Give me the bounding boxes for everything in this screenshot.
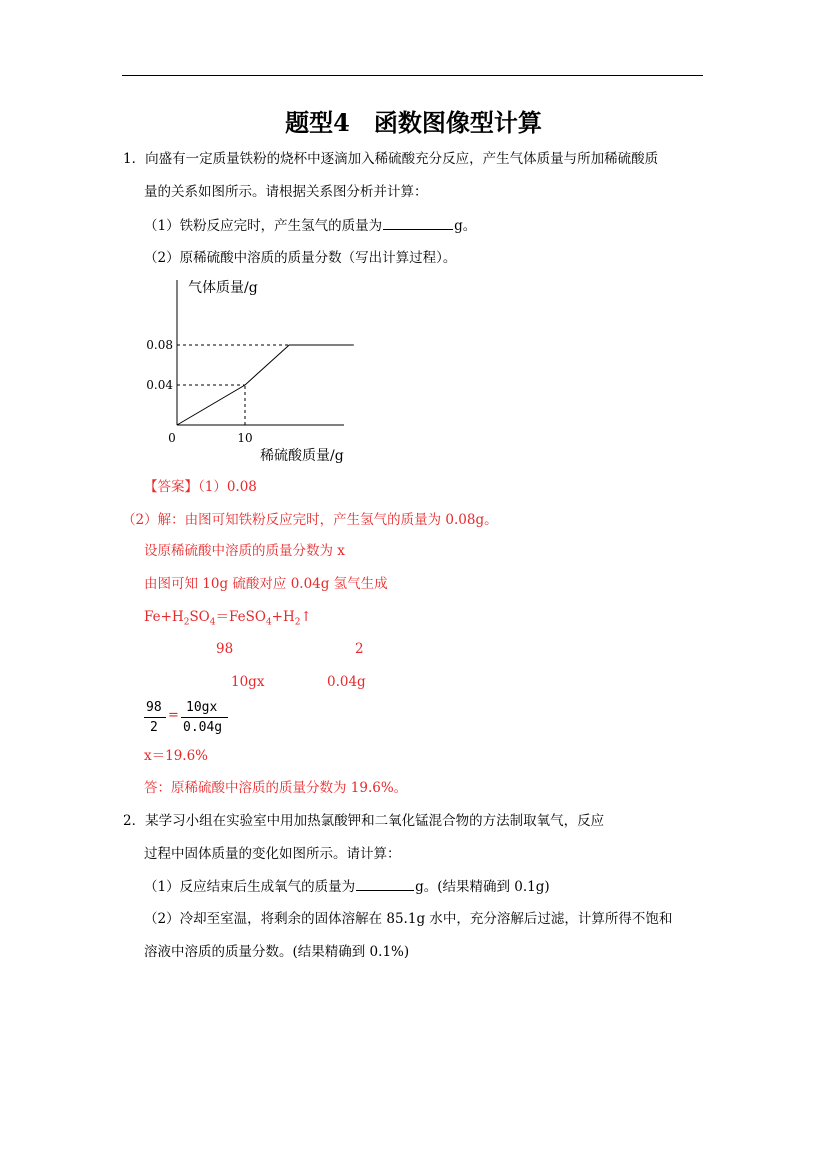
mw-h2so4: 98 (216, 641, 234, 657)
eq-feso4: ＝FeSO (215, 609, 266, 625)
y-tick-label: 0.04 (146, 378, 173, 392)
eq-fe: Fe+H (144, 609, 184, 625)
page-title: 题型4 函数图像型计算 (285, 108, 542, 137)
eq-sub-feso4: 4 (265, 617, 272, 628)
proportion-equation (144, 698, 234, 738)
gas-mass-chart (140, 272, 370, 470)
mw-h2: 2 (355, 641, 364, 657)
frac-equals: = (168, 708, 179, 723)
q2-sub1 (144, 877, 550, 896)
q1-sub1 (144, 216, 476, 235)
q1-sub1-text: （1）铁粉反应完时，产生氢气的质量为 (144, 218, 383, 234)
header-rule (122, 75, 703, 76)
eq-sub-h2-product: 2 (294, 617, 301, 628)
answer-result: x＝19.6% (144, 748, 208, 764)
answer-let: 设原稀硫酸中溶质的质量分数为 x (144, 543, 345, 559)
answer-known: 由图可知 10g 硫酸对应 0.04g 氢气生成 (144, 576, 388, 592)
x-axis-label: 稀硫酸质量/g (260, 448, 344, 464)
frac-left-numerator: 98 (146, 700, 162, 715)
mass-h2so4: 10gx (231, 674, 265, 690)
y-axis-label: 气体质量/g (188, 280, 258, 296)
answer-label: 【答案】 (144, 479, 198, 495)
q1-stem-line2: 量的关系如图所示。请根据关系图分析并计算： (144, 184, 428, 200)
answer-part1 (144, 478, 257, 496)
chemical-equation (144, 608, 312, 626)
answer-part2: （2）解：由图可知铁粉反应完时，产生氢气的质量为 0.08g。 (122, 512, 498, 528)
frac-right-numerator: 10gx (186, 700, 218, 715)
q2-answer-blank[interactable] (356, 877, 414, 891)
q1-sub2: （2）原稀硫酸中溶质的质量分数（写出计算过程）。 (144, 250, 457, 266)
q2-sub2-line1: （2）冷却至室温，将剩余的固体溶解在 85.1g 水中，充分溶解后过滤，计算所得不饱和 (144, 911, 673, 927)
mass-h2: 0.04g (327, 674, 366, 690)
answer-part1-text: （1）0.08 (198, 479, 257, 495)
q2-sub1-text: （1）反应结束后生成氧气的质量为 (144, 879, 356, 895)
gas-arrow-icon: ↑ (300, 609, 312, 625)
answer-conclusion: 答：原稀硫酸中溶质的质量分数为 19.6%。 (144, 780, 408, 796)
y-tick-label: 0.08 (146, 338, 173, 352)
q2-sub2-line2: 溶液中溶质的质量分数。(结果精确到 0.1%) (144, 944, 410, 960)
q1-stem-line1: 1．向盛有一定质量铁粉的烧杯中逐滴加入稀硫酸充分反应，产生气体质量与所加稀硫酸质 (123, 151, 659, 167)
q2-stem-line1: 2．某学习小组在实验室中用加热氯酸钾和二氧化锰混合物的方法制取氧气，反应 (123, 813, 605, 829)
origin-label: 0 (168, 431, 176, 445)
q2-sub1-unit: g。(结果精确到 0.1g) (415, 879, 550, 895)
frac-right-denominator: 0.04g (183, 720, 223, 735)
q1-answer-blank[interactable] (383, 216, 453, 230)
eq-plus-h: +H (271, 609, 295, 625)
eq-sub-h2: 2 (183, 617, 190, 628)
x-tick-label: 10 (237, 431, 253, 445)
eq-so4: SO (189, 609, 210, 625)
q2-stem-line2: 过程中固体质量的变化如图所示。请计算： (144, 846, 401, 862)
eq-sub-4: 4 (209, 617, 216, 628)
frac-left-denominator: 2 (150, 720, 158, 735)
q1-sub1-unit: g。 (454, 218, 477, 234)
